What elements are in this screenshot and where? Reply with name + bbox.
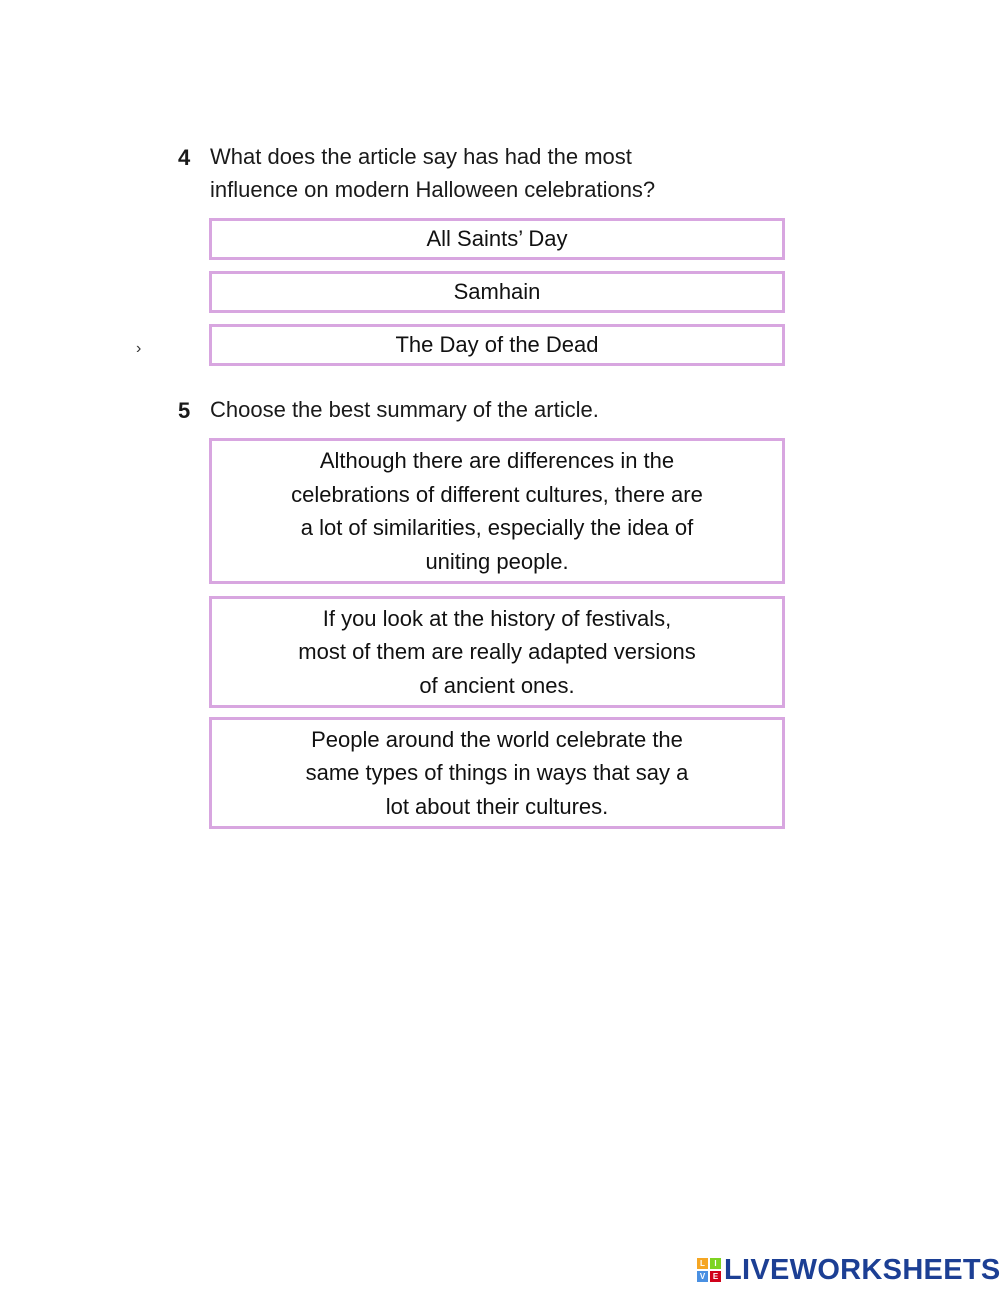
answer-option[interactable] [209,324,785,366]
answer-option[interactable] [209,438,785,584]
question-number: 4 [178,145,191,170]
logo-letter: V [697,1271,708,1282]
logo-letter: I [710,1258,721,1269]
answer-option[interactable] [209,271,785,313]
question-text [210,393,770,426]
question-text [210,140,770,206]
logo-mark-icon [697,1258,721,1282]
answer-option-label: People around the world celebrate the same types of things in ways that say a lot about their cultures. [305,726,689,819]
brand-name: LIVEWORKSHEETS [724,1253,1000,1286]
answer-option-label: Although there are differences in the celebrations of different cultures, there are a lot of similarities, especially the idea of uniting people. [291,448,703,574]
answer-option[interactable] [209,218,785,260]
answer-option-label: If you look at the history of festivals, most of them are really adapted versions of ancient ones. [298,605,696,698]
answer-option-label: The Day of the Dead [395,332,599,358]
liveworksheets-logo [697,1255,1000,1285]
answer-option-label: All Saints’ Day [426,226,568,252]
logo-letter: L [697,1258,708,1269]
question-text-content: What does the article say has had the most influence on modern Halloween celebrations? [210,144,656,202]
stray-mark: › [136,340,142,357]
answer-option[interactable] [209,596,785,708]
answer-option-label: Samhain [453,279,541,305]
answer-option[interactable] [209,717,785,829]
question-text-content: Choose the best summary of the article. [210,397,599,422]
logo-letter: E [710,1271,721,1282]
question-number: 5 [178,398,191,423]
